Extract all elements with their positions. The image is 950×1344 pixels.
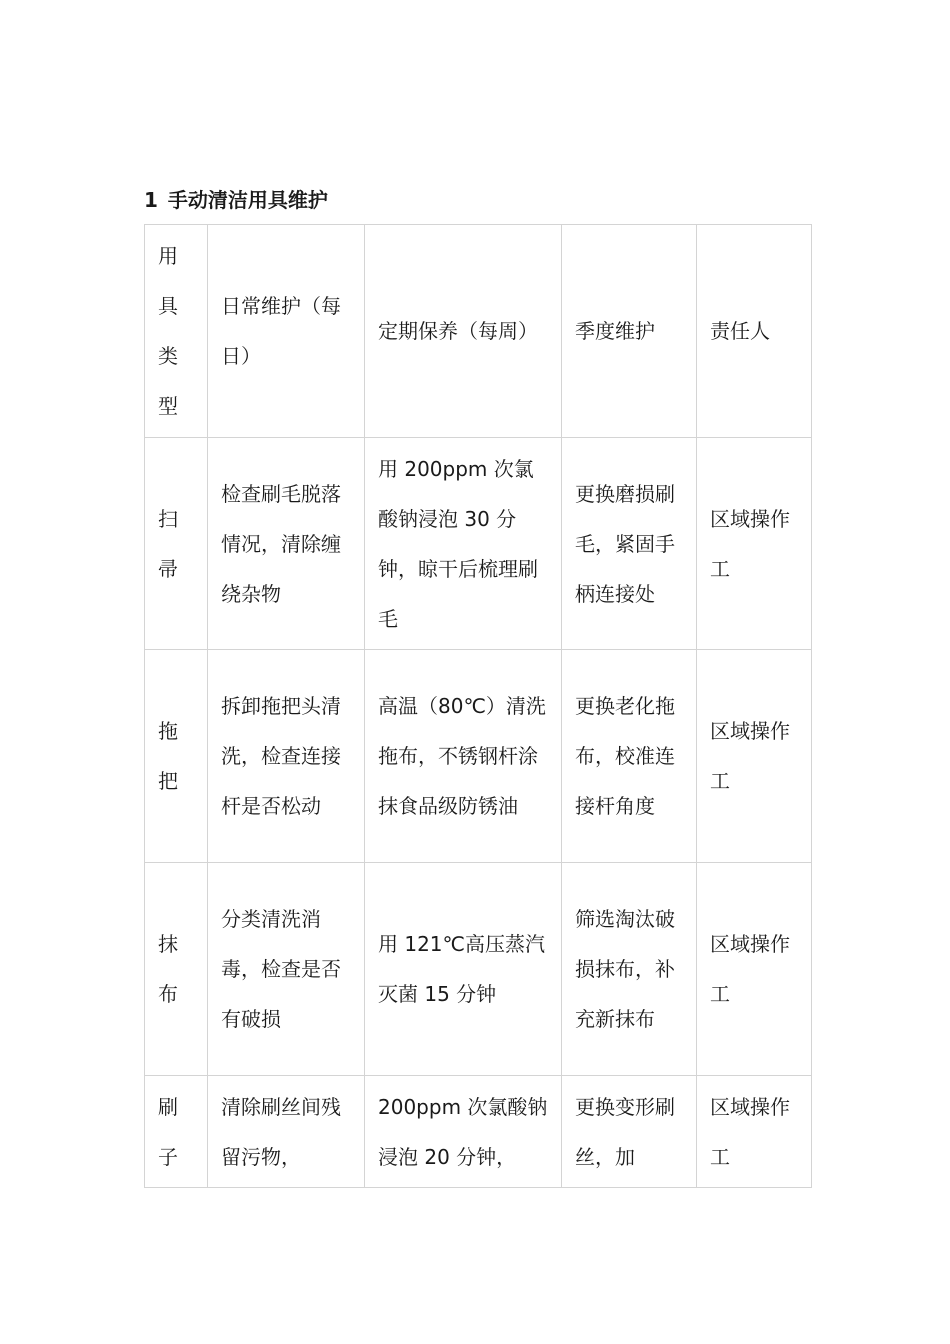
section-heading [144,186,328,214]
cell-tool-type: 扫帚 [145,438,208,650]
table-header-row [145,225,812,438]
cell-daily: 清除刷丝间残留污物， [208,1076,365,1188]
cell-quarterly: 更换老化拖布，校准连接杆角度 [562,650,697,863]
cell-weekly: 200ppm 次氯酸钠浸泡 20 分钟， [365,1076,562,1188]
cell-owner: 区域操作工 [697,1076,812,1188]
table-row [145,438,812,650]
header-quarterly-maintenance: 季度维护 [562,225,697,438]
table-row [145,1076,812,1188]
cell-quarterly: 更换磨损刷毛，紧固手柄连接处 [562,438,697,650]
cell-owner: 区域操作工 [697,650,812,863]
section-title: 手动清洁用具维护 [167,188,328,212]
cell-tool-type: 抹布 [145,863,208,1076]
cell-weekly: 高温（80℃）清洗拖布，不锈钢杆涂抹食品级防锈油 [365,650,562,863]
header-responsible-person: 责任人 [697,225,812,438]
header-weekly-maintenance: 定期保养（每周） [365,225,562,438]
cell-owner: 区域操作工 [697,438,812,650]
table-row [145,650,812,863]
cell-quarterly: 更换变形刷丝，加 [562,1076,697,1188]
cell-daily: 检查刷毛脱落情况，清除缠绕杂物 [208,438,365,650]
header-daily-maintenance: 日常维护（每日） [208,225,365,438]
cell-weekly: 用 121℃高压蒸汽灭菌 15 分钟 [365,863,562,1076]
header-tool-type: 用具类型 [145,225,208,438]
maintenance-table [144,224,812,1188]
cell-tool-type: 刷子 [145,1076,208,1188]
cell-weekly: 用 200ppm 次氯酸钠浸泡 30 分钟，晾干后梳理刷毛 [365,438,562,650]
cell-owner: 区域操作工 [697,863,812,1076]
cell-daily: 拆卸拖把头清洗，检查连接杆是否松动 [208,650,365,863]
cell-daily: 分类清洗消毒，检查是否有破损 [208,863,365,1076]
table-row [145,863,812,1076]
section-number: 1 [144,188,158,212]
cell-tool-type: 拖把 [145,650,208,863]
cell-quarterly: 筛选淘汰破损抹布，补充新抹布 [562,863,697,1076]
